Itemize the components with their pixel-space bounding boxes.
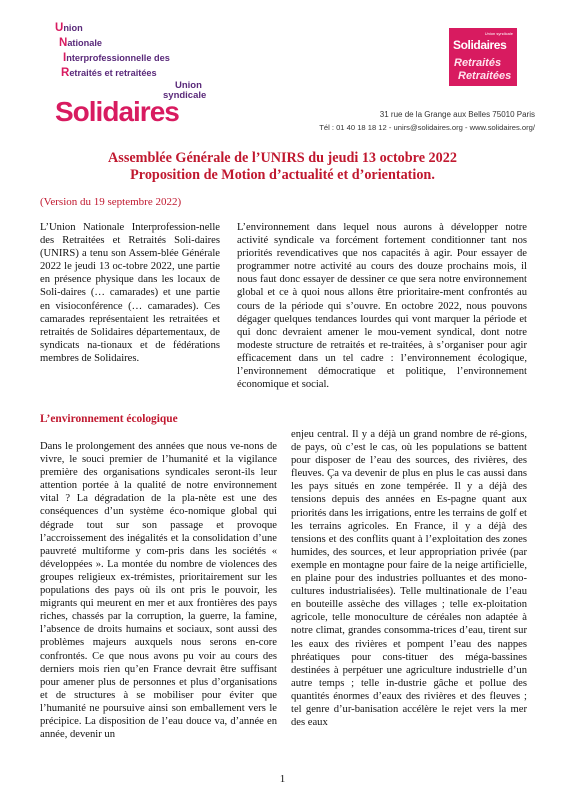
version-note: (Version du 19 septembre 2022) bbox=[40, 196, 182, 208]
body-paragraph-right: enjeu central. Il y a déjà un grand nombre de ré-gions, de pays, où c’est le cas, où les populations se battent pour disposer de l’eau des sources, des rivières, des fleuves. Ça va devenir de plus en plus le cas aussi dans les pays situés en zone tempérée. Il y a déjà des tensions depuis des années en Es-pagne quant aux priorités dans les irrigations, entre les terrains de golf et les terrains agricoles. En France, il y a déjà des tensions et des conflits quant à l’exploitation des zones humides, des sources, et leur appropriation privée (par exemple en montagne pour faire de la neige artificielle, en plaine pour des industries polluantes et des mono-cultures industrialisées). Telle multinationale de l’eau en bouteille assèche des villages ; telle ex-ploitation agricole, telle monoculture de céréales non adaptée à notre climat, grandes consomma-trices d’eau, tirent sur les eaux des rivières et pompent l’eau des nappes phréatiques pour cons-tituer des méga-bassines destinées à perpétuer une agriculture industrielle d’un autre temps ; telle in-dustrie gâche et pollue des quantités énormes d’eaux des rivières et des fleuves ; tel genre d’ur-banisation accélère le rejet vers la mer des eaux bbox=[291, 429, 527, 729]
logo-line-interpro: Interprofessionnelle des bbox=[63, 52, 170, 64]
body-paragraph-left: Dans le prolongement des années que nous ve-nons de vivre, le souci premier de l’humanité et la vigilance première des organisations syndicales seront-ils leur attention portée à la qualité de notre environnement vital ? La dégradation de la pla-nète est une des conséquences d’un système éco-nomique global qui dégrade tout sur son passage et provoque l’accroissement des inégalités et la consolidation d’une pauvreté multiforme y com-pris dans les sociétés « développées ». La montée du nombre de violences des groupes religieux ex-trémistes, prioritairement sur les populations des pays où ils ont pris le pouvoir, les migrants qui meurent en mer et aux frontières des pays riches, chassés par la corruption, la guerre, la famine, l’absence de droits humains et sociaux, sont aussi des problèmes majeurs auxquels nous serons en-core confrontés. Ce que nous avons pu voir au cours des derniers mois rien qu’en France devrait être suffisant pour amener plus de personnes et plus d’organisations et de structures à se mobiliser pour éviter que l’humanité ne poursuive ainsi son emballement vers le précipice. La disposition de l’eau douce va, d’année en année, devenir un bbox=[40, 441, 277, 741]
logo-syndicale: syndicale bbox=[163, 90, 207, 101]
document-subtitle: Proposition de Motion d’actualité et d’orientation. bbox=[130, 167, 435, 183]
logo-line-nationale: Nationale bbox=[59, 37, 103, 49]
badge-retraites: Retraités bbox=[454, 57, 502, 69]
unirs-logo bbox=[55, 22, 240, 132]
page-number: 1 bbox=[279, 773, 286, 785]
badge-retraitees: Retraitées bbox=[458, 70, 512, 82]
section-heading: L’environnement écologique bbox=[40, 413, 178, 425]
logo-line-retraites: Retraités et retraitées bbox=[61, 67, 157, 79]
intro-paragraph-left: L’Union Nationale Interprofession-nelle des Retraitées et Retraités Soli-daires (UNIRS) a tenu son Assem-blée Générale 2022 le jeudi 13 oc-tobre 2022, une partie en présence physique dans les locaux de Soli-daires (… camarades) et une partie en visioconférence (… camarades). Ces camarades représentaient les retraitées et retraités de Solidaires départementaux, de syndicats na-tionaux et de fédérations membres de Solidaires. bbox=[40, 222, 220, 364]
retraites-badge bbox=[449, 28, 517, 86]
document-title: Assemblée Générale de l’UNIRS du jeudi 13 octobre 2022 bbox=[108, 150, 457, 166]
badge-brand: Solidaires bbox=[453, 38, 507, 52]
intro-paragraph-right: L’environnement dans lequel nous aurons à développer notre activité syndicale va forcément fortement conditionner tant nos priorités revendicatives que nos capacités à agir. Pour essayer de programmer notre activité au cours des douze prochains mois, il nous faut donc essayer de dessiner ce que sera notre environnement global et ce à quoi nous allons être prioritaire-ment confrontés au cours de la période qui s’ouvre. En octobre 2022, nous pouvons dégager quelques tendances lourdes qui vont marquer la période et qui donc devraient amener le mou-vement syndical, dont notre modeste structure de retraités et re-traitées, à s’organiser pour agir efficacement dans un tel cadre : l’environnement écologique, l’environnement démocratique et politique, l’environnement économique et social. bbox=[237, 222, 527, 391]
badge-union-syndicale: Union syndicale bbox=[484, 31, 513, 36]
logo-union: Union bbox=[175, 80, 202, 91]
logo-brand: Solidaires bbox=[55, 96, 179, 127]
logo-line-union: Union bbox=[55, 22, 83, 34]
address-line: 31 rue de la Grange aux Belles 75010 Paris bbox=[379, 110, 535, 119]
contact-line: Tél : 01 40 18 18 12 - unirs@solidaires.org - www.solidaires.org/ bbox=[319, 123, 535, 132]
